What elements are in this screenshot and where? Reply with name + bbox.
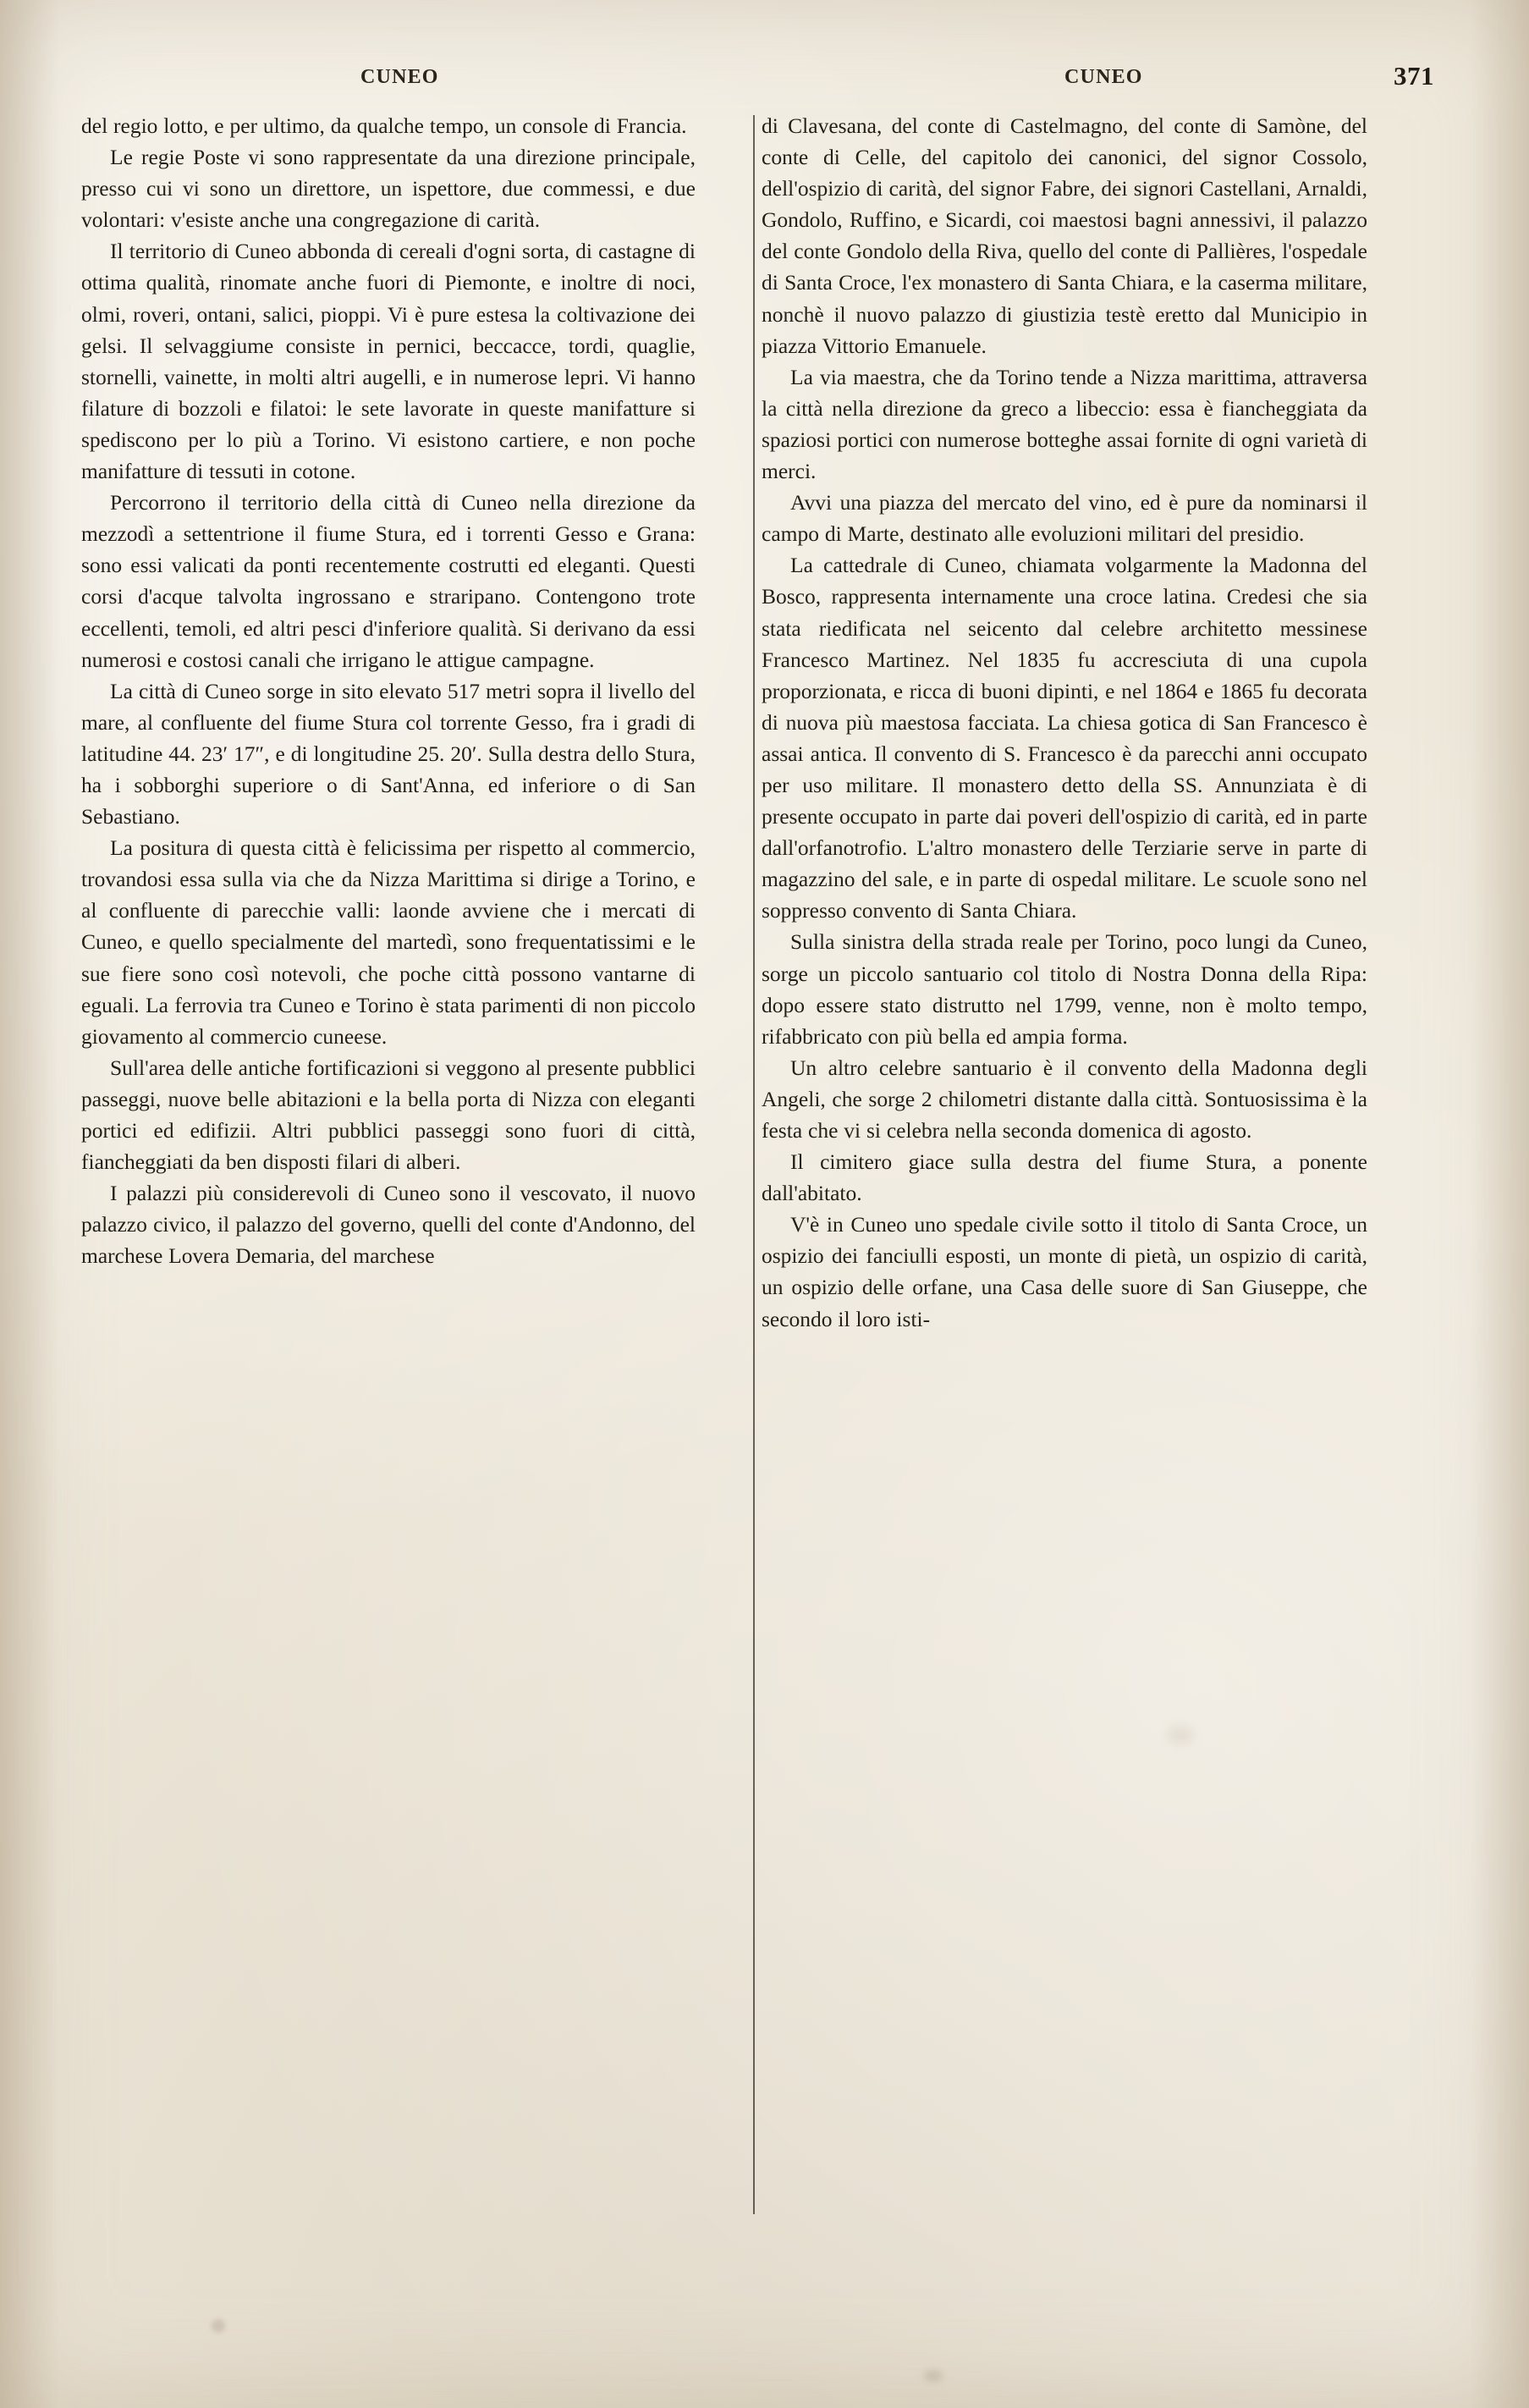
paragraph: La città di Cuneo sorge in sito elevato 517 metri sopra il livello del mare, al confluente del fiume Stura col torrente Gesso, fra i gradi di latitudine 44. 23′ 17″, e di longitudine 25. 20′. Sulla destra dello Stura, ha i sobborghi superiore o di Sant'Anna, ed inferiore o di San Sebastiano. [81, 678, 696, 829]
paragraph: Sulla sinistra della strada reale per Torino, poco lungi da Cuneo, sorge un piccolo santuario col titolo di Nostra Donna della Ripa: dopo essere stato distrutto nel 1799, venne, non è molto tempo, rifabbricato con più bella ed ampia forma. [762, 929, 1367, 1049]
paragraph: Il territorio di Cuneo abbonda di cereali d'ogni sorta, di castagne di ottima qualità, rinomate anche fuori di Piemonte, e inoltre di noci, olmi, roveri, ontani, salici, pioppi. Vi è pure estesa la coltivazione dei gelsi. Il selvaggiume consiste in pernici, beccacce, tordi, quaglie, stornelli, vainette, in molti altri augelli, e in numerose lepri. Vi hanno filature di bozzoli e filatoi: le sete lavorate in queste manifatture si spediscono per lo più a Torino. Vi esistono cartiere, e non poche manifatture di tessuti in cotone. [81, 239, 696, 484]
paragraph: Sull'area delle antiche fortificazioni si veggono al presente pubblici passeggi, nuove belle abitazioni e la bella porta di Nizza con eleganti portici ed edifizii. Altri pubblici passeggi sono fuori di città, fiancheggiati da ben disposti filari di alberi. [81, 1055, 696, 1175]
page-edge-shadow-right [1470, 0, 1529, 2408]
paragraph: Un altro celebre santuario è il convento della Madonna degli Angeli, che sorge 2 chilometri distante dalla città. Sontuosissima è la festa che vi si celebra nella seconda domenica di agosto. [762, 1055, 1367, 1143]
paragraph: Percorrono il territorio della città di Cuneo nella direzione da mezzodì a settentrione il fiume Stura, ed i torrenti Gesso e Grana: sono essi valicati da ponti recentemente costrutti ed eleganti. Questi corsi d'acque talvolta ingrossano e straripano. Contengono trote eccellenti, temoli, ed altri pesci d'inferiore qualità. Si derivano da essi numerosi e costosi canali che irrigano le attigue campagne. [81, 490, 696, 672]
page-number: 371 [1394, 61, 1434, 91]
page-edge-shadow-left [0, 0, 59, 2408]
paper-spot [924, 2370, 943, 2382]
paragraph: La positura di questa città è felicissima per rispetto al commercio, trovandosi essa sulla via che da Nizza Marittima si dirige a Torino, e al confluente di parecchie valli: laonde avviene che i mercati di Cuneo, e quello specialmente del martedì, sono frequentatissimi e le sue fiere sono così notevoli, che poche città possono vantarne di eguali. La ferrovia tra Cuneo e Torino è stata parimenti di non piccolo giovamento al commercio cuneese. [81, 835, 696, 1049]
paragraph: del regio lotto, e per ultimo, da qualche tempo, un console di Francia. [81, 113, 687, 138]
running-head [81, 61, 1448, 102]
two-column-body [81, 110, 1448, 1335]
column-left [81, 110, 724, 1335]
paragraph: V'è in Cuneo uno spedale civile sotto il titolo di Santa Croce, un ospizio dei fanciulli esposti, un monte di pietà, un ospizio di carità, un ospizio delle orfane, una Casa delle suore di San Giuseppe, che secondo il loro isti- [762, 1212, 1367, 1331]
column-right [724, 110, 1367, 1335]
paragraph: La via maestra, che da Torino tende a Nizza marittima, attraversa la città nella direzione da greco a libeccio: essa è fiancheggiata da spaziosi portici con numerose botteghe assai fornite di ogni varietà di merci. [762, 364, 1367, 484]
running-head-left: CUNEO [360, 66, 439, 88]
column-divider-rule [753, 115, 755, 2214]
running-head-right: CUNEO [1064, 66, 1143, 88]
paragraph: Le regie Poste vi sono rappresentate da una direzione principale, presso cui vi sono un direttore, un ispettore, due commessi, e due volontari: v'esiste anche una congregazione di carità. [81, 145, 696, 233]
paragraph: I palazzi più considerevoli di Cuneo sono il vescovato, il nuovo palazzo civico, il palazzo del governo, quelli del conte d'Andonno, del marchese Lovera Demaria, del marchese [81, 1181, 696, 1269]
paragraph: Il cimitero giace sulla destra del fiume Stura, a ponente dall'abitato. [762, 1149, 1367, 1206]
paragraph: Avvi una piazza del mercato del vino, ed è pure da nominarsi il campo di Marte, destinato alle evoluzioni militari del presidio. [762, 490, 1367, 547]
page-content [81, 61, 1448, 2267]
paper-spot [212, 2319, 225, 2333]
paragraph: di Clavesana, del conte di Castelmagno, del conte di Samòne, del conte di Celle, del capitolo dei canonici, del signor Cossolo, dell'ospizio di carità, del signor Fabre, dei signori Castellani, Arnaldi, Gondolo, Ruffino, e Sicardi, coi maestosi bagni annessivi, il palazzo del conte Gondolo della Riva, quello del conte di Pallières, l'ospedale di Santa Croce, l'ex monastero di Santa Chiara, e la caserma militare, nonchè il nuovo palazzo di giustizia testè eretto dal Municipio in piazza Vittorio Emanuele. [762, 113, 1367, 358]
paragraph: La cattedrale di Cuneo, chiamata volgarmente la Madonna del Bosco, rappresenta internamente una croce latina. Credesi che sia stata riedificata nel seicento dal celebre architetto messinese Francesco Martinez. Nel 1835 fu accresciuta di una cupola proporzionata, e ricca di buoni dipinti, e nel 1864 e 1865 fu decorata di nuova più maestosa facciata. La chiesa gotica di San Francesco è assai antica. Il convento di S. Francesco è da parecchi anni occupato per uso militare. Il monastero detto della SS. Annunziata è di presente occupato in parte dai poveri dell'ospizio di carità, ed in parte dall'orfanotrofio. L'altro monastero delle Terziarie serve in parte di magazzino del sale, e in parte di ospedal militare. Le scuole sono nel soppresso convento di Santa Chiara. [762, 553, 1367, 923]
